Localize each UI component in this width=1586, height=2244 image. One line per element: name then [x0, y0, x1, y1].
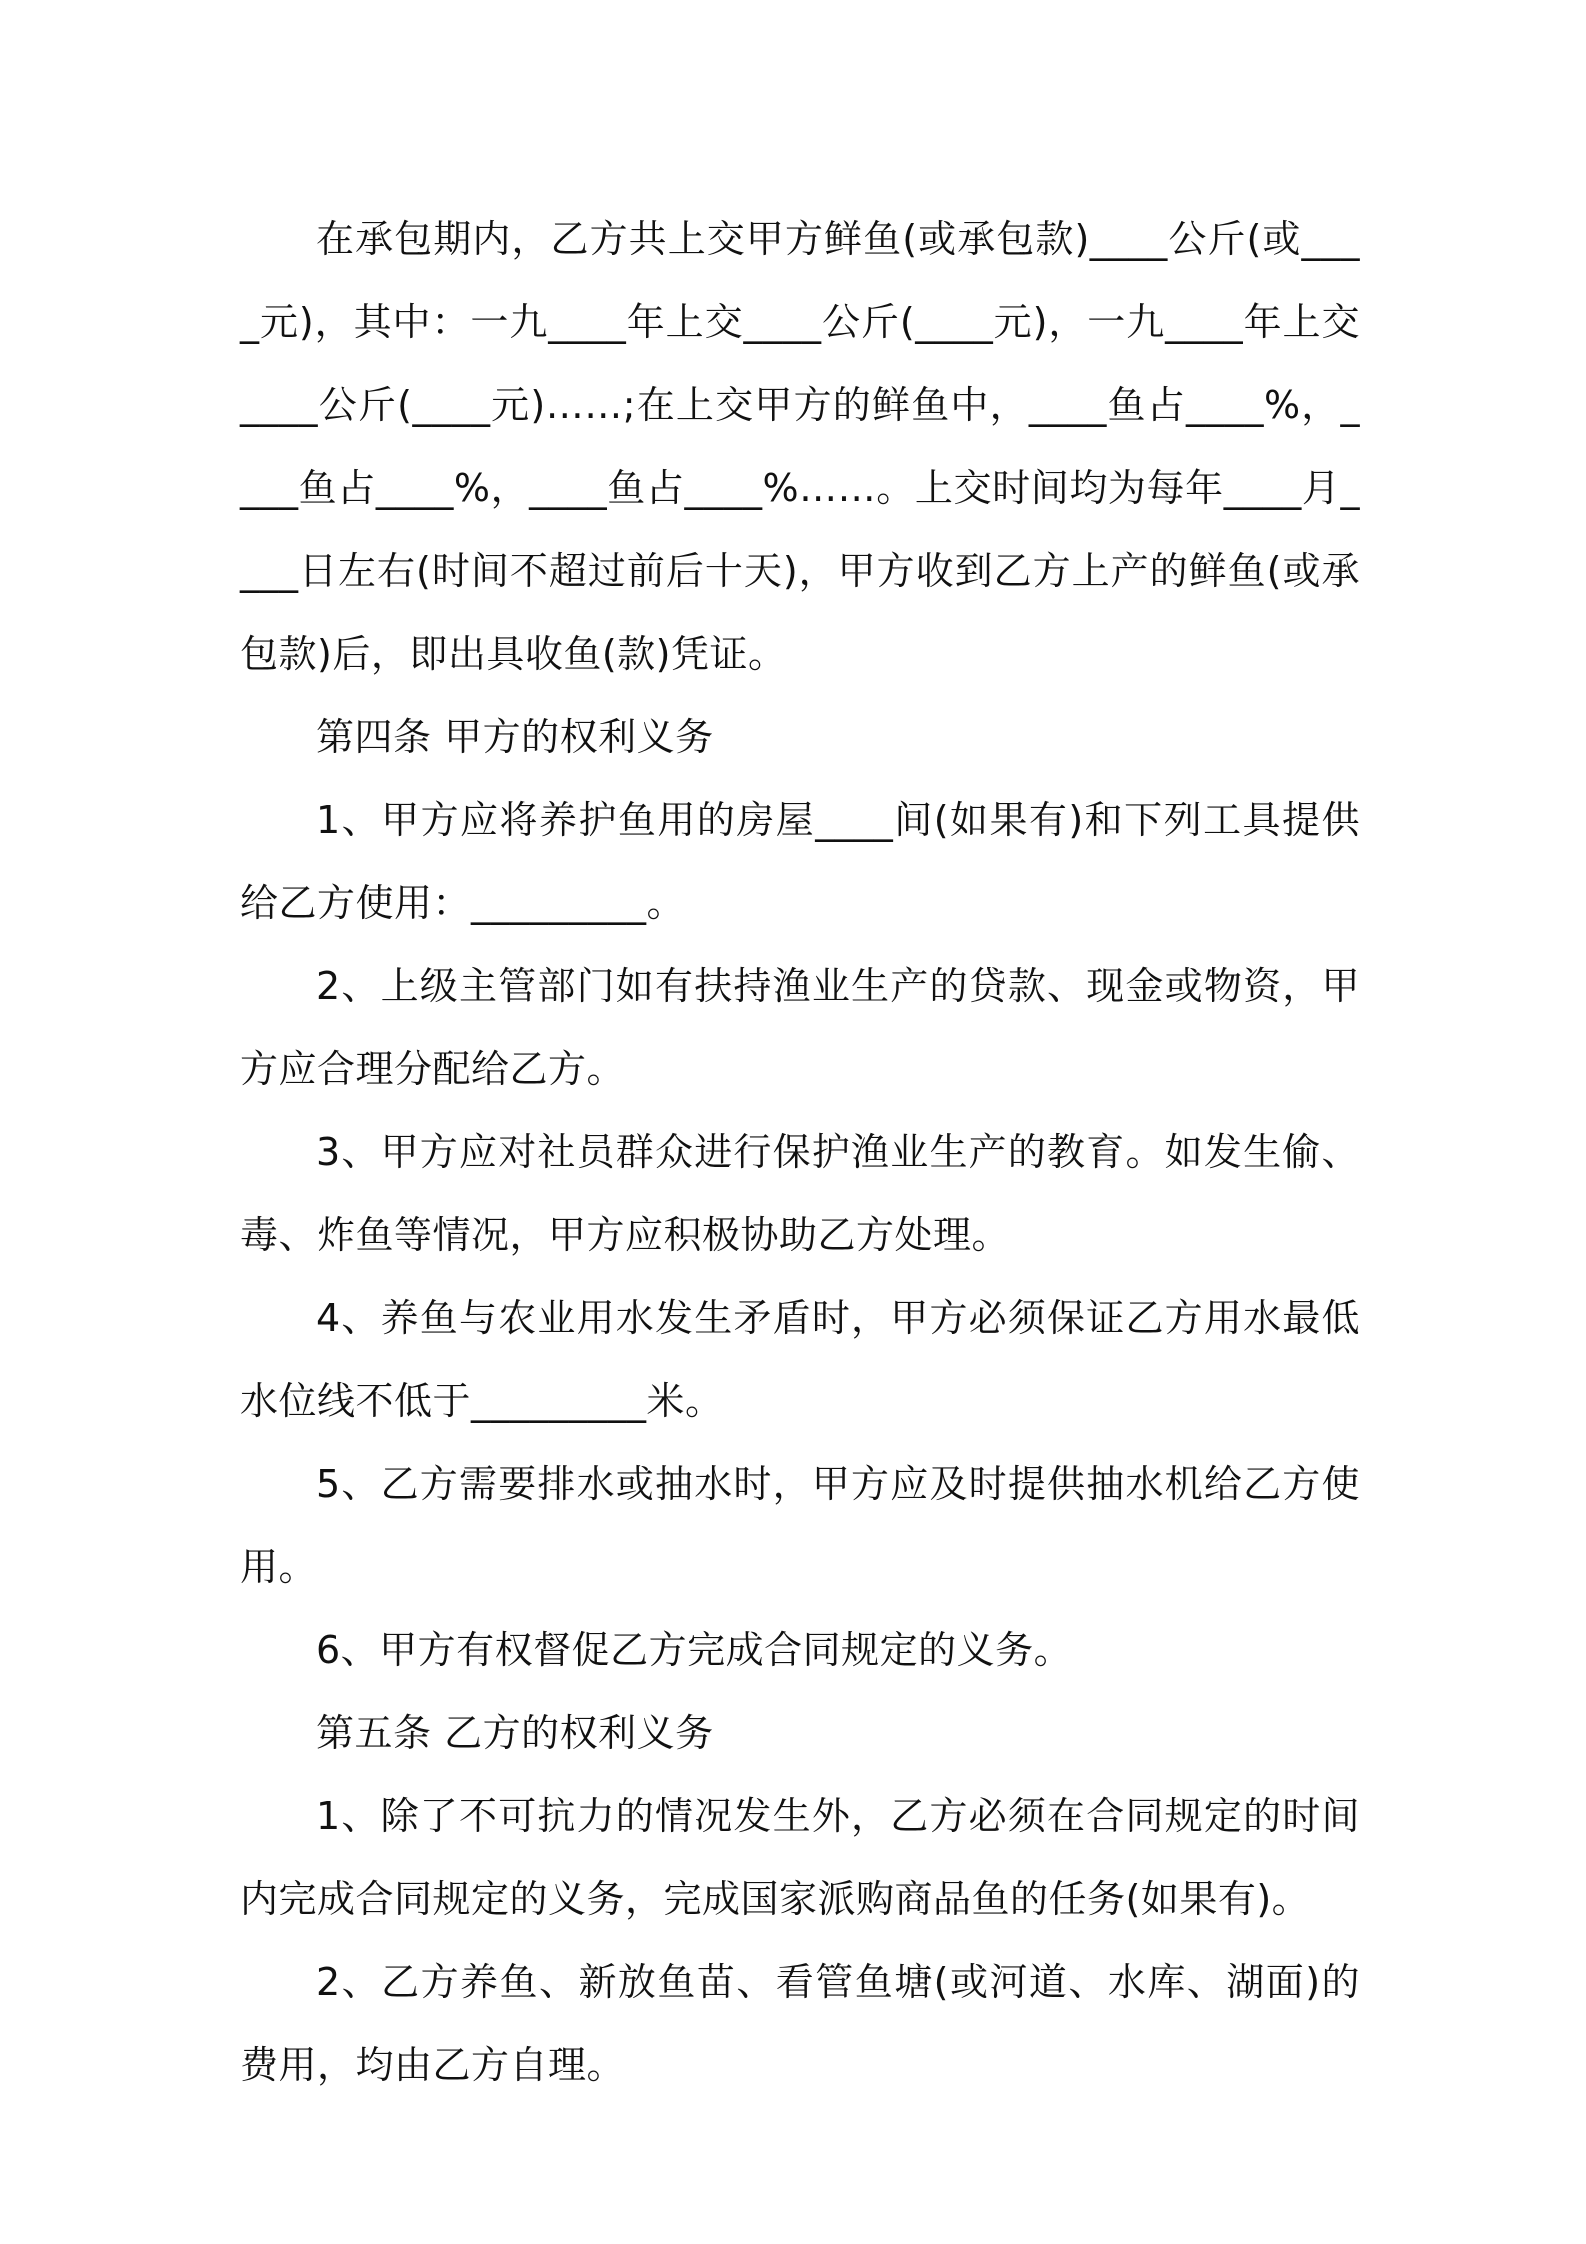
paragraph-4-1: 1、甲方应将养护鱼用的房屋____间(如果有)和下列工具提供给乙方使用：_________。	[240, 798, 1360, 925]
paragraph-5-2: 2、乙方养鱼、新放鱼苗、看管鱼塘(或河道、水库、湖面)的费用，均由乙方自理。	[240, 1960, 1360, 2087]
paragraph-4-2: 2、上级主管部门如有扶持渔业生产的贷款、现金或物资，甲方应合理分配给乙方。	[240, 964, 1360, 1091]
paragraph-fish-delivery: 在承包期内，乙方共上交甲方鲜鱼(或承包款)____公斤(或____元)，其中：一九____年上交____公斤(____元)，一九____年上交____公斤(____元)……;在上交甲方的鲜鱼中，____鱼占____%，____鱼占____%，____鱼占____%……。上交时间均为每年____月____日左右(时间不超过前后十天)，甲方收到乙方上产的鲜鱼(或承包款)后，即出具收鱼(款)凭证。	[240, 217, 1360, 676]
paragraph-4-3: 3、甲方应对社员群众进行保护渔业生产的教育。如发生偷、毒、炸鱼等情况，甲方应积极协助乙方处理。	[240, 1130, 1360, 1257]
paragraph-4-4: 4、养鱼与农业用水发生矛盾时，甲方必须保证乙方用水最低水位线不低于_________米。	[240, 1296, 1360, 1423]
document-body	[240, 198, 1360, 2107]
paragraph-5-1: 1、除了不可抗力的情况发生外，乙方必须在合同规定的时间内完成合同规定的义务，完成国家派购商品鱼的任务(如果有)。	[240, 1794, 1360, 1921]
paragraph-4-5: 5、乙方需要排水或抽水时，甲方应及时提供抽水机给乙方使用。	[240, 1462, 1360, 1589]
section-heading-article-4: 第四条 甲方的权利义务	[316, 715, 714, 759]
paragraph-4-6: 6、甲方有权督促乙方完成合同规定的义务。	[316, 1628, 1073, 1672]
section-heading-article-5: 第五条 乙方的权利义务	[316, 1711, 714, 1755]
